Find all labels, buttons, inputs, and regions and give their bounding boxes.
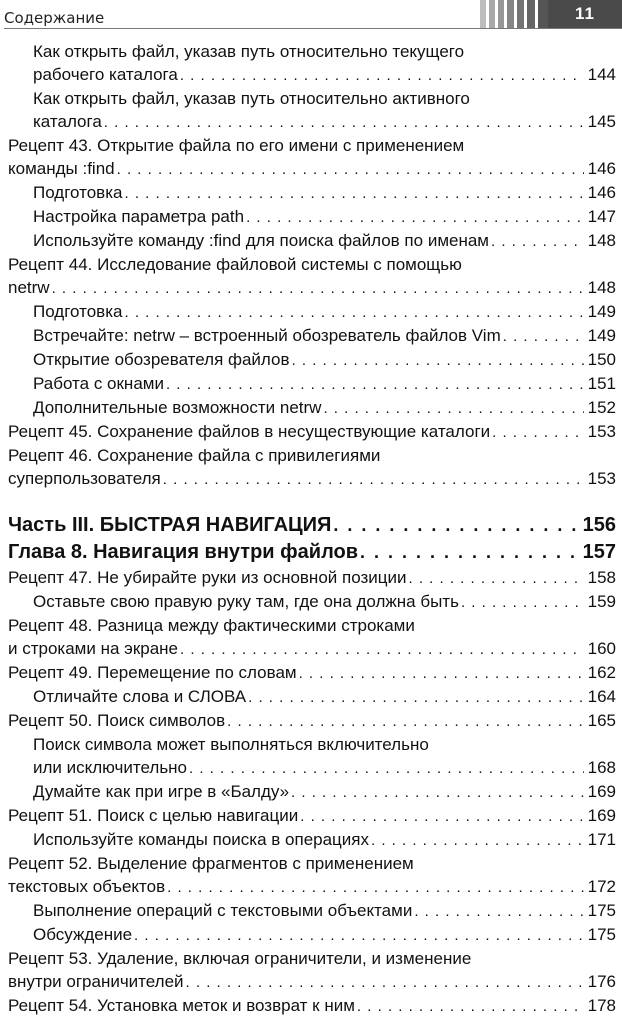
toc-major-entry[interactable] <box>8 512 616 539</box>
dot-leader <box>227 710 584 733</box>
toc-subentry[interactable] <box>8 590 616 614</box>
toc-page-number: 148 <box>587 278 616 297</box>
dot-leader <box>134 924 584 947</box>
dot-leader <box>371 829 584 852</box>
toc-entry-title: Рецепт 47. Не убирайте руки из основной позиции <box>8 568 407 587</box>
toc-recipe-entry[interactable] <box>8 947 616 994</box>
toc-entry-title: команды :find <box>8 159 115 178</box>
toc-entry-title: netrw <box>8 278 50 297</box>
toc-page-number: 171 <box>587 830 616 849</box>
toc-page-number: 175 <box>587 901 616 920</box>
toc-recipe-entry[interactable] <box>8 444 616 491</box>
toc-entry-title-line: Как открыть файл, указав путь относительно активного <box>33 89 470 108</box>
toc-entry-title: Рецепт 49. Перемещение по словам <box>8 663 297 682</box>
toc-subentry[interactable] <box>8 828 616 852</box>
toc-entry-title-line: Рецепт 44. Исследование файловой системы с помощью <box>8 255 462 274</box>
dot-leader <box>323 397 584 420</box>
toc-page-number: 159 <box>587 592 616 611</box>
toc-entry-title: Глава 8. Навигация внутри файлов <box>8 541 359 563</box>
toc-entry-title: Работа с окнами <box>33 374 164 393</box>
dot-leader <box>117 158 584 181</box>
toc-page-number: 144 <box>587 65 616 84</box>
toc-page-number: 172 <box>587 877 616 896</box>
toc-entry-title: текстовых объектов <box>8 877 166 896</box>
dot-leader <box>333 512 578 539</box>
toc-recipe-entry[interactable] <box>8 804 616 828</box>
toc-recipe-entry[interactable] <box>8 614 616 661</box>
toc-entry-title: Рецепт 54. Установка меток и возврат к ним <box>8 996 355 1015</box>
page-header <box>0 0 622 32</box>
dot-leader <box>491 230 584 253</box>
dot-leader <box>461 591 584 614</box>
dot-leader <box>104 111 584 134</box>
toc-entry-title: или исключительно <box>33 758 188 777</box>
dot-leader <box>248 686 584 709</box>
toc-subentry[interactable] <box>8 685 616 709</box>
toc-recipe-entry[interactable] <box>8 661 616 685</box>
toc-page-number: 148 <box>587 231 616 250</box>
toc-subentry[interactable] <box>8 40 616 87</box>
toc-entry-title: Используйте команду :find для поиска файлов по именам <box>33 231 489 250</box>
toc-subentry[interactable] <box>8 733 616 780</box>
toc-recipe-entry[interactable] <box>8 420 616 444</box>
section-spacer <box>8 491 616 512</box>
toc-entry-title-line: Рецепт 48. Разница между фактическими строками <box>8 616 415 635</box>
dot-leader <box>292 349 584 372</box>
dot-leader <box>300 805 584 828</box>
toc-page-number: 153 <box>587 422 616 441</box>
toc-entry-title: суперпользователя <box>8 469 161 488</box>
dot-leader <box>291 781 584 804</box>
toc-entry-title-line: Поиск символа может выполняться включительно <box>33 735 429 754</box>
toc-page-number: 146 <box>587 183 616 202</box>
dot-leader <box>180 638 584 661</box>
toc-entry-title-line: Рецепт 53. Удаление, включая ограничители, и изменение <box>8 949 472 968</box>
toc-page-number: 162 <box>587 663 616 682</box>
toc-page-number: 158 <box>587 568 616 587</box>
toc-page-number: 153 <box>587 469 616 488</box>
toc-entry-title: Подготовка <box>33 183 123 202</box>
toc-entry-title: Рецепт 51. Поиск с целью навигации <box>8 806 299 825</box>
toc-subentry[interactable] <box>8 396 616 420</box>
dot-leader <box>414 900 584 923</box>
decorative-stripes <box>480 0 548 28</box>
toc-subentry[interactable] <box>8 205 616 229</box>
toc-recipe-entry[interactable] <box>8 566 616 590</box>
toc-entry-title: Обсуждение <box>33 925 133 944</box>
toc-page-number: 164 <box>587 687 616 706</box>
toc-entry-title: Используйте команды поиска в операциях <box>33 830 369 849</box>
toc-entry-title: Думайте как при игре в «Балду» <box>33 782 290 801</box>
page-number: 11 <box>548 0 622 28</box>
toc-recipe-entry[interactable] <box>8 709 616 733</box>
toc-entry-title: Подготовка <box>33 302 123 321</box>
dot-leader <box>167 876 584 899</box>
toc-page-number: 151 <box>587 374 616 393</box>
toc-subentry[interactable] <box>8 348 616 372</box>
toc-entry-title-line: Рецепт 46. Сохранение файла с привилегиями <box>8 446 381 465</box>
toc-subentry[interactable] <box>8 229 616 253</box>
toc-subentry[interactable] <box>8 300 616 324</box>
toc-recipe-entry[interactable] <box>8 994 616 1018</box>
toc-page-number: 169 <box>587 782 616 801</box>
toc-entry-title: внутри ограничителей <box>8 972 184 991</box>
toc-recipe-entry[interactable] <box>8 253 616 300</box>
dot-leader <box>357 995 584 1018</box>
toc-recipe-entry[interactable] <box>8 852 616 899</box>
toc-entry-title: рабочего каталога <box>33 65 178 84</box>
toc-entry-title: Настройка параметра path <box>33 207 245 226</box>
toc-subentry[interactable] <box>8 87 616 134</box>
toc-entry-title: и строками на экране <box>8 639 179 658</box>
toc-major-entry[interactable] <box>8 539 616 566</box>
toc-subentry[interactable] <box>8 324 616 348</box>
toc-entry-title: Часть III. БЫСТРАЯ НАВИГАЦИЯ <box>8 514 332 536</box>
toc-entry-title-line: Как открыть файл, указав путь относительно текущего <box>33 42 465 61</box>
toc-subentry[interactable] <box>8 899 616 923</box>
toc-page-number: 157 <box>582 541 616 563</box>
toc-entry-title: Дополнительные возможности netrw <box>33 398 322 417</box>
dot-leader <box>180 64 584 87</box>
toc-page-number: 152 <box>587 398 616 417</box>
toc-entry-title: Выполнение операций с текстовыми объектами <box>33 901 413 920</box>
dot-leader <box>492 421 584 444</box>
page-number-box <box>480 0 622 28</box>
toc-subentry[interactable] <box>8 181 616 205</box>
dot-leader <box>503 325 584 348</box>
toc-recipe-entry[interactable] <box>8 134 616 181</box>
toc-page-number: 146 <box>587 159 616 178</box>
toc-page-number: 149 <box>587 326 616 345</box>
dot-leader <box>409 567 585 590</box>
dot-leader <box>166 373 584 396</box>
toc-entry-title: Рецепт 45. Сохранение файлов в несуществующие каталоги <box>8 422 491 441</box>
dot-leader <box>124 182 584 205</box>
dot-leader <box>52 277 584 300</box>
toc-entry-title-line: Рецепт 43. Открытие файла по его имени с применением <box>8 136 465 155</box>
toc-entry-title: Рецепт 50. Поиск символов <box>8 711 226 730</box>
toc-entry-title: Встречайте: netrw – встроенный обозреватель файлов Vim <box>33 326 501 345</box>
toc-subentry[interactable] <box>8 923 616 947</box>
toc-entry-title: каталога <box>33 112 102 131</box>
toc-page-number: 147 <box>587 207 616 226</box>
toc-page-number: 149 <box>587 302 616 321</box>
running-title: Содержание <box>4 9 105 27</box>
toc-entry-title: Оставьте свою правую руку там, где она должна быть <box>33 592 459 611</box>
dot-leader <box>163 468 584 491</box>
toc-page-number: 178 <box>587 996 616 1015</box>
toc-page-number: 145 <box>587 112 616 131</box>
toc-page-number: 160 <box>587 639 616 658</box>
toc-entry-title: Отличайте слова и СЛОВА <box>33 687 247 706</box>
toc-page-number: 168 <box>587 758 616 777</box>
dot-leader <box>124 301 584 324</box>
toc-subentry[interactable] <box>8 372 616 396</box>
dot-leader <box>189 757 584 780</box>
toc-page-number: 150 <box>587 350 616 369</box>
toc-page-number: 176 <box>587 972 616 991</box>
header-rule <box>4 28 622 29</box>
dot-leader <box>360 539 578 566</box>
toc-page-number: 165 <box>587 711 616 730</box>
toc-page-number: 156 <box>582 514 616 536</box>
toc-subentry[interactable] <box>8 780 616 804</box>
dot-leader <box>186 971 584 994</box>
dot-leader <box>246 206 584 229</box>
dot-leader <box>299 662 584 685</box>
toc-page-number: 175 <box>587 925 616 944</box>
toc-entry-title: Открытие обозревателя файлов <box>33 350 290 369</box>
table-of-contents <box>8 40 616 1018</box>
toc-entry-title-line: Рецепт 52. Выделение фрагментов с применением <box>8 854 414 873</box>
toc-page-number: 169 <box>587 806 616 825</box>
